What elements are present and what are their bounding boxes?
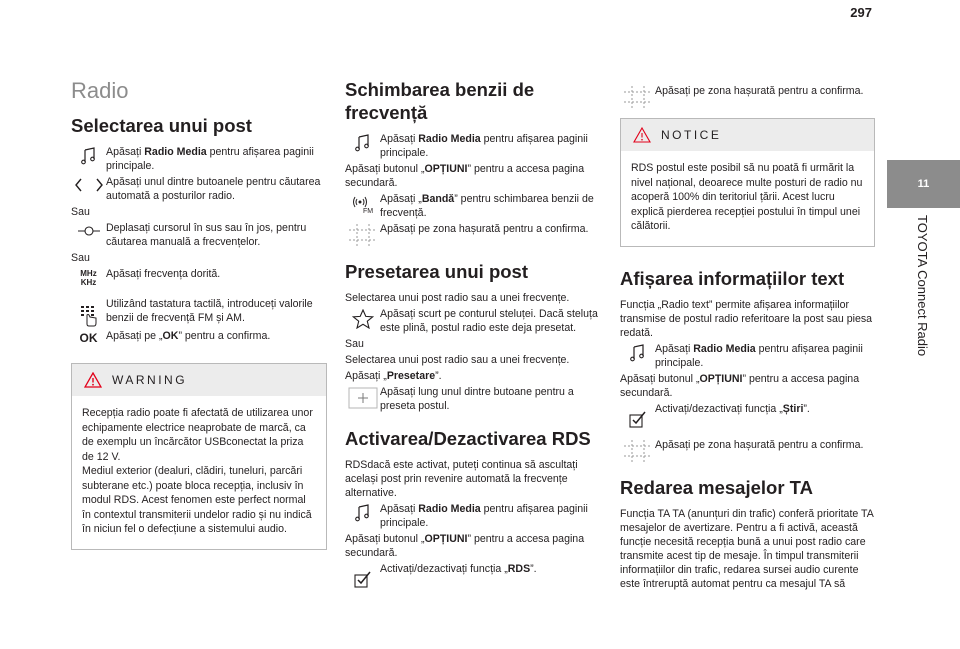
warning-triangle-icon <box>84 372 102 388</box>
text-intro: Funcția „Radio text” permite afișarea informațiilor transmise de postul radio referitoare la post sau piesa redată. <box>620 298 873 339</box>
notice-title: NOTICE <box>661 128 722 142</box>
warning-title: WARNING <box>112 373 188 387</box>
hatched-zone-icon <box>624 86 652 108</box>
checkbox-icon <box>629 410 647 428</box>
text-step-radio-media: Apăsați Radio Media pentru afișarea paginii principale. <box>620 342 875 370</box>
text-step-confirm: Apăsați pe zona hașurată pentru a confirma. <box>620 438 875 462</box>
star-outline-icon <box>352 309 374 329</box>
chevron-left-right-icon <box>74 177 104 193</box>
band-step-confirm: Apăsați pe zona hașurată pentru a confirma. <box>345 222 598 246</box>
music-note-icon <box>355 504 371 522</box>
step-radio-media: Apăsați Radio Media pentru afișarea paginii principale. <box>71 145 327 173</box>
rds-step-options: Apăsați butonul „OPȚIUNI” pentru a accesa pagina secundară. <box>345 533 585 559</box>
warning-text: Recepția radio poate fi afectată de utilizarea unor echipamente electrice neaprobate de marcă, ca de exemplu un încărcător USBconectat la priza de 12 V. Mediul exterior (dealuri, clădiri, tuneluri, parcări subterane etc.) poate bloca recepția, inclusiv în modul RDS. Acest fenomen este perfect normal în contextul transmiterii undelor radio și nu indică în niciun fel o defecțiune a sistemului audio. <box>82 407 313 535</box>
music-note-icon <box>630 344 646 362</box>
preset-step-button: Apăsați „Presetare”. <box>345 370 442 382</box>
heading-text-info: Afișarea informațiilor text <box>620 267 845 289</box>
step-select-frequency: MHz KHz Apăsați frecvența dorită. <box>80 268 221 287</box>
ok-icon: OK <box>79 331 98 345</box>
preset-intro: Selectarea unui post radio sau a unei frecvențe. <box>345 292 570 304</box>
slider-cursor-icon <box>77 223 101 239</box>
step-ok: OK Apăsați pe „OK” pentru a confirma. <box>79 330 271 345</box>
column-left <box>71 70 327 550</box>
band-step-band: FM Apăsați „Bandă” pentru schimbarea benzii de frecvență. <box>345 192 598 220</box>
notice-box <box>620 118 875 247</box>
music-note-icon <box>81 147 97 165</box>
sau-label: Sau <box>71 252 90 264</box>
rds-step-radio-media: Apăsați Radio Media pentru afișarea paginii principale. <box>345 502 598 530</box>
text-step-toggle: Activați/dezactivați funcția „Știri”. <box>620 402 875 428</box>
sau-label: Sau <box>71 206 90 218</box>
chapter-tab: 11 <box>887 160 960 208</box>
add-preset-icon <box>348 387 378 409</box>
music-note-icon <box>355 134 371 152</box>
hatched-zone-icon <box>349 224 377 246</box>
preset-intro2: Selectarea unui post radio sau a unei frecvențe. <box>345 354 570 366</box>
mhz-khz-icon: MHz KHz <box>80 269 97 287</box>
text-step-options: Apăsați butonul „OPȚIUNI” pentru a accesa pagina secundară. <box>620 372 860 399</box>
heading-rds: Activarea/Dezactivarea RDS <box>345 428 591 449</box>
heading-change-band: Schimbarea benzii de frecvență <box>345 79 535 123</box>
warning-box <box>71 363 327 550</box>
heading-select-station: Selectarea unui post <box>71 115 252 136</box>
notice-triangle-icon <box>633 127 651 143</box>
preset-step-star: Apăsați scurt pe conturul steluței. Dacă steluța este plină, postul radio este deja presetat. <box>345 307 598 335</box>
confirm-step: Apăsați pe zona hașurată pentru a confirma. <box>620 84 875 108</box>
rds-intro: RDSdacă este activat, puteți continua să ascultați același post prin revenire automată la frecvențe alternative. <box>345 459 578 499</box>
band-step-radio-media: Apăsați Radio Media pentru afișarea paginii principale. <box>345 132 598 160</box>
heading-ta: Redarea mesajelor TA <box>620 476 813 498</box>
step-auto-search: Apăsați unul dintre butoanele pentru căutarea automată a posturilor radio. <box>71 175 327 203</box>
page-number: 297 <box>850 5 872 20</box>
preset-sau: Sau <box>345 338 364 350</box>
checkbox-icon <box>354 570 372 588</box>
step-manual-search: Deplasați cursorul în sus sau în jos, pentru căutarea manuală a frecvențelor. <box>71 221 327 249</box>
step-keypad: Utilizând tastatura tactilă, introduceți valorile benzii de frecvență FM și AM. <box>71 297 327 327</box>
svg-text:FM: FM <box>362 208 373 214</box>
rds-step-toggle: Activați/dezactivați funcția „RDS”. <box>345 562 598 588</box>
chapter-side-label: TOYOTA Connect Radio <box>915 215 930 357</box>
band-step-options: Apăsați butonul „OPȚIUNI” pentru a accesa pagina secundară. <box>345 163 585 189</box>
column-middle <box>345 78 598 590</box>
section-title: Radio <box>71 78 129 103</box>
hatched-zone-icon <box>624 440 652 462</box>
preset-step-longpress: Apăsați lung unul dintre butoane pentru a preseta postul. <box>345 385 598 413</box>
heading-preset: Presetarea unui post <box>345 261 529 282</box>
antenna-fm-icon <box>352 194 374 214</box>
column-right <box>620 84 875 593</box>
notice-text: RDS postul este posibil să nu poată fi urmărit la nivel național, deoarece multe posturi de radio nu acoperă 100% din teritoriul țării. Acest lucru explică pierderea recepției postului în timpul unei călătorii. <box>631 162 863 232</box>
ta-text: Funcția TA TA (anunțuri din trafic) conferă prioritate TA mesajelor de avertizare. Pentru a fi activă, această funcție necesită recepția bună a unui post radio care transmite acest tip de mesaje. În timpul transmiterii informațiilor din trafic, redarea sursei audio curente este întreruptă automat pentru ca mesajul TA să <box>620 507 874 590</box>
touch-keypad-icon <box>79 305 99 327</box>
